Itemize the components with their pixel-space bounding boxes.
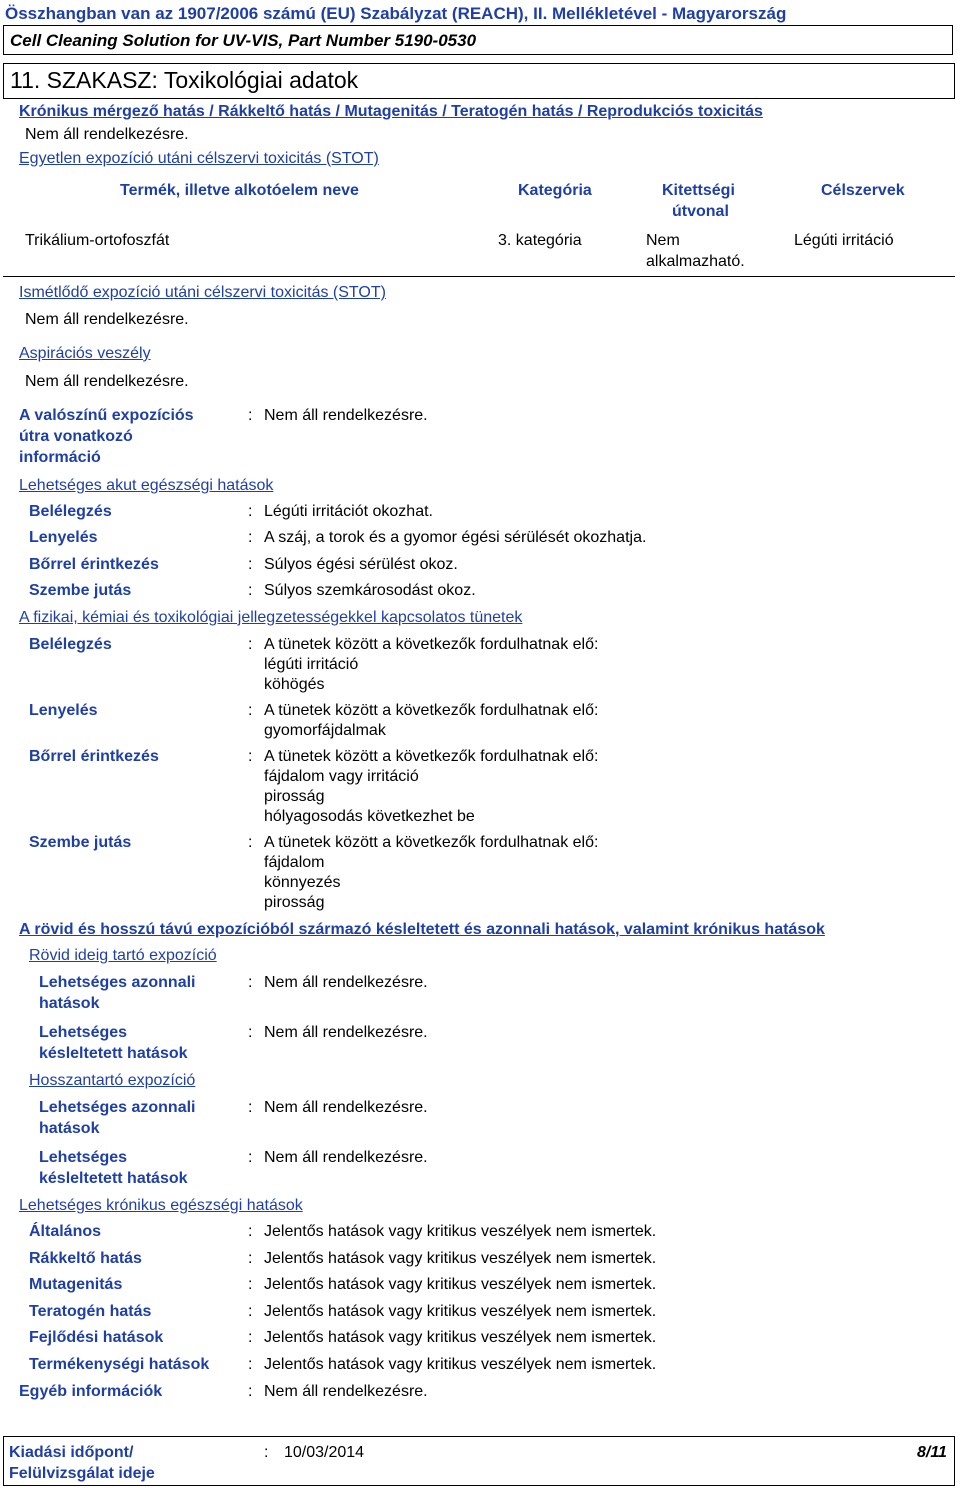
chronic-label-fertility: Termékenységi hatások <box>29 1356 210 1373</box>
exposure-routes-label-2: útra vonatkozó <box>19 428 133 445</box>
short-delayed-label-1: Lehetséges <box>39 1024 128 1041</box>
page-number: 8/11 <box>917 1444 947 1461</box>
exposure-routes-value: Nem áll rendelkezésre. <box>264 407 428 424</box>
colon: : <box>248 1329 253 1346</box>
stot-row-name: Trikálium-ortofoszfát <box>25 232 170 249</box>
stot-header-route-1: Kitettségi <box>662 182 735 199</box>
colon: : <box>248 1099 253 1116</box>
stot-header-category: Kategória <box>518 182 592 199</box>
section-title-bar <box>3 63 955 99</box>
section-title: 11. SZAKASZ: Toxikológiai adatok <box>10 67 359 93</box>
symptoms-line: fájdalom <box>264 854 325 871</box>
other-info-label: Egyéb információk <box>19 1383 163 1400</box>
chronic-value-mutagenicity: Jelentős hatások vagy kritikus veszélyek nem ismertek. <box>264 1276 657 1293</box>
chronic-label-developmental: Fejlődési hatások <box>29 1329 164 1346</box>
symptoms-label-eye: Szembe jutás <box>29 834 132 851</box>
chronic-toxicity-value: Nem áll rendelkezésre. <box>25 126 189 143</box>
exposure-routes-label-3: információ <box>19 449 101 466</box>
symptoms-label-inhalation: Belélegzés <box>29 636 112 653</box>
colon: : <box>264 1444 269 1461</box>
stot-repeated-heading: Ismétlődő expozíció utáni célszervi toxicitás (STOT) <box>19 284 386 301</box>
symptoms-label-skin: Bőrrel érintkezés <box>29 748 159 765</box>
stot-header-name: Termék, illetve alkotóelem neve <box>120 182 359 199</box>
acute-value-inhalation: Légúti irritációt okozhat. <box>264 503 433 520</box>
document-header-regulation: Összhangban van az 1907/2006 számú (EU) Szabályzat (REACH), II. Mellékletével - Magyarország <box>5 4 787 23</box>
chronic-toxicity-heading: Krónikus mérgező hatás / Rákkeltő hatás / Mutagenitás / Teratogén hatás / Reprodukciós toxicitás <box>19 103 763 120</box>
product-name: Cell Cleaning Solution for UV-VIS, Part Number 5190-0530 <box>10 31 477 50</box>
chronic-value-teratogenicity: Jelentős hatások vagy kritikus veszélyek nem ismertek. <box>264 1303 657 1320</box>
symptoms-line: A tünetek között a következők fordulhatnak elő: <box>264 702 599 719</box>
acute-label-inhalation: Belélegzés <box>29 503 112 520</box>
colon: : <box>248 1024 253 1041</box>
stot-row-category: 3. kategória <box>498 232 582 249</box>
short-term-heading: Rövid ideig tartó expozíció <box>29 947 217 964</box>
colon: : <box>248 503 253 520</box>
stot-repeated-value: Nem áll rendelkezésre. <box>25 311 189 328</box>
colon: : <box>248 636 253 653</box>
long-immediate-value: Nem áll rendelkezésre. <box>264 1099 428 1116</box>
chronic-value-fertility: Jelentős hatások vagy kritikus veszélyek nem ismertek. <box>264 1356 657 1373</box>
symptoms-line: légúti irritáció <box>264 656 359 673</box>
colon: : <box>248 1356 253 1373</box>
symptoms-line: könnyezés <box>264 874 341 891</box>
colon: : <box>248 834 253 851</box>
aspiration-value: Nem áll rendelkezésre. <box>25 373 189 390</box>
acute-value-skin: Súlyos égési sérülést okoz. <box>264 556 458 573</box>
colon: : <box>248 1276 253 1293</box>
chronic-effects-heading: Lehetséges krónikus egészségi hatások <box>19 1197 303 1214</box>
acute-value-ingestion: A száj, a torok és a gyomor égési sérülését okozhatja. <box>264 529 647 546</box>
chronic-label-teratogenicity: Teratogén hatás <box>29 1303 152 1320</box>
colon: : <box>248 1250 253 1267</box>
symptoms-line: gyomorfájdalmak <box>264 722 386 739</box>
symptoms-line: A tünetek között a következők fordulhatnak elő: <box>264 636 599 653</box>
colon: : <box>248 1223 253 1240</box>
colon: : <box>248 556 253 573</box>
long-immediate-label-1: Lehetséges azonnali <box>39 1099 196 1116</box>
symptoms-label-ingestion: Lenyelés <box>29 702 98 719</box>
colon: : <box>248 1149 253 1166</box>
aspiration-heading: Aspirációs veszély <box>19 345 151 362</box>
stot-table-rule <box>3 276 955 277</box>
long-term-heading: Hosszantartó expozíció <box>29 1072 196 1089</box>
footer-date-label-2: Felülvizsgálat ideje <box>9 1465 155 1482</box>
long-delayed-label-1: Lehetséges <box>39 1149 128 1166</box>
colon: : <box>248 1383 253 1400</box>
long-delayed-value: Nem áll rendelkezésre. <box>264 1149 428 1166</box>
symptoms-line: fájdalom vagy irritáció <box>264 768 419 785</box>
footer-date-label-1: Kiadási időpont/ <box>9 1444 134 1461</box>
acute-effects-heading: Lehetséges akut egészségi hatások <box>19 477 274 494</box>
long-delayed-label-2: késleltetett hatások <box>39 1170 188 1187</box>
short-immediate-label-1: Lehetséges azonnali <box>39 974 196 991</box>
symptoms-line: A tünetek között a következők fordulhatnak elő: <box>264 834 599 851</box>
chronic-value-developmental: Jelentős hatások vagy kritikus veszélyek nem ismertek. <box>264 1329 657 1346</box>
short-delayed-label-2: késleltetett hatások <box>39 1045 188 1062</box>
stot-row-target: Légúti irritáció <box>794 232 894 249</box>
delayed-effects-heading: A rövid és hosszú távú expozícióból származó késleltetett és azonnali hatások, valamint krónikus hatások <box>19 921 825 938</box>
colon: : <box>248 407 253 424</box>
symptoms-line: pirosság <box>264 788 325 805</box>
long-immediate-label-2: hatások <box>39 1120 100 1137</box>
chronic-value-general: Jelentős hatások vagy kritikus veszélyek nem ismertek. <box>264 1223 657 1240</box>
acute-value-eye: Súlyos szemkárosodást okoz. <box>264 582 476 599</box>
short-immediate-label-2: hatások <box>39 995 100 1012</box>
acute-label-eye: Szembe jutás <box>29 582 132 599</box>
symptoms-line: köhögés <box>264 676 325 693</box>
colon: : <box>248 582 253 599</box>
symptoms-heading: A fizikai, kémiai és toxikológiai jellegzetességekkel kapcsolatos tünetek <box>19 609 523 626</box>
stot-header-route-2: útvonal <box>672 203 729 220</box>
exposure-routes-label-1: A valószínű expozíciós <box>19 407 194 424</box>
other-info-value: Nem áll rendelkezésre. <box>264 1383 428 1400</box>
colon: : <box>248 702 253 719</box>
short-delayed-value: Nem áll rendelkezésre. <box>264 1024 428 1041</box>
colon: : <box>248 974 253 991</box>
chronic-label-mutagenicity: Mutagenitás <box>29 1276 123 1293</box>
symptoms-line: pirosság <box>264 894 325 911</box>
short-immediate-value: Nem áll rendelkezésre. <box>264 974 428 991</box>
chronic-value-carcinogenicity: Jelentős hatások vagy kritikus veszélyek nem ismertek. <box>264 1250 657 1267</box>
symptoms-line: hólyagosodás következhet be <box>264 808 475 825</box>
chronic-label-general: Általános <box>29 1223 102 1240</box>
chronic-label-carcinogenicity: Rákkeltő hatás <box>29 1250 142 1267</box>
colon: : <box>248 529 253 546</box>
colon: : <box>248 1303 253 1320</box>
symptoms-line: A tünetek között a következők fordulhatnak elő: <box>264 748 599 765</box>
product-name-bar <box>3 25 953 55</box>
stot-row-route-1: Nem <box>646 232 680 249</box>
acute-label-ingestion: Lenyelés <box>29 529 98 546</box>
stot-header-target: Célszervek <box>821 182 905 199</box>
stot-single-heading: Egyetlen expozíció utáni célszervi toxicitás (STOT) <box>19 150 379 167</box>
acute-label-skin: Bőrrel érintkezés <box>29 556 159 573</box>
colon: : <box>248 748 253 765</box>
footer-date: 10/03/2014 <box>284 1444 365 1461</box>
stot-row-route-2: alkalmazható. <box>646 253 745 270</box>
